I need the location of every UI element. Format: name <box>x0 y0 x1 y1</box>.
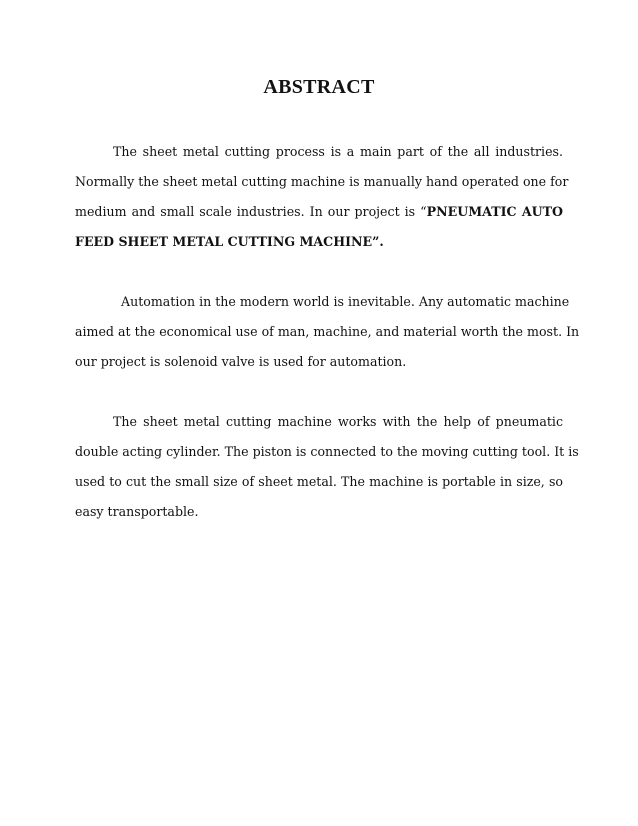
paragraph-1-line-1: The sheet metal cutting process is a main part of the all industries. <box>113 144 563 159</box>
paragraph-gap <box>75 257 563 287</box>
paragraph-1-line-2: Normally the sheet metal cutting machine is manually hand operated one for <box>75 174 569 189</box>
paragraph-2-line-2: aimed at the economical use of man, machine, and material worth the most. In <box>75 324 580 339</box>
paragraph-gap <box>75 377 563 407</box>
abstract-body <box>75 137 580 527</box>
paragraph-3-line-1: The sheet metal cutting machine works with the help of pneumatic <box>113 414 563 429</box>
project-title-part-1: PNEUMATIC AUTO <box>426 204 564 219</box>
paragraph-3-line-4: easy transportable. <box>75 504 199 519</box>
paragraph-2-line-3: our project is solenoid valve is used for automation. <box>75 354 407 369</box>
paragraph-3-line-3: used to cut the small size of sheet metal. The machine is portable in size, so <box>75 474 563 489</box>
paragraph-3 <box>75 407 579 527</box>
paragraph-3-line-2: double acting cylinder. The piston is connected to the moving cutting tool. It is <box>75 444 579 459</box>
paragraph-1-line-3 <box>75 197 563 227</box>
paragraph-1 <box>75 137 569 257</box>
paragraph-2 <box>75 287 580 377</box>
paragraph-2-line-1: Automation in the modern world is inevitable. Any automatic machine <box>121 294 570 309</box>
abstract-heading: ABSTRACT <box>263 76 375 98</box>
paragraph-1-line-3-text: medium and small scale industries. In our project is “ <box>75 204 427 219</box>
project-title-part-2: FEED SHEET METAL CUTTING MACHINE”. <box>75 234 384 249</box>
